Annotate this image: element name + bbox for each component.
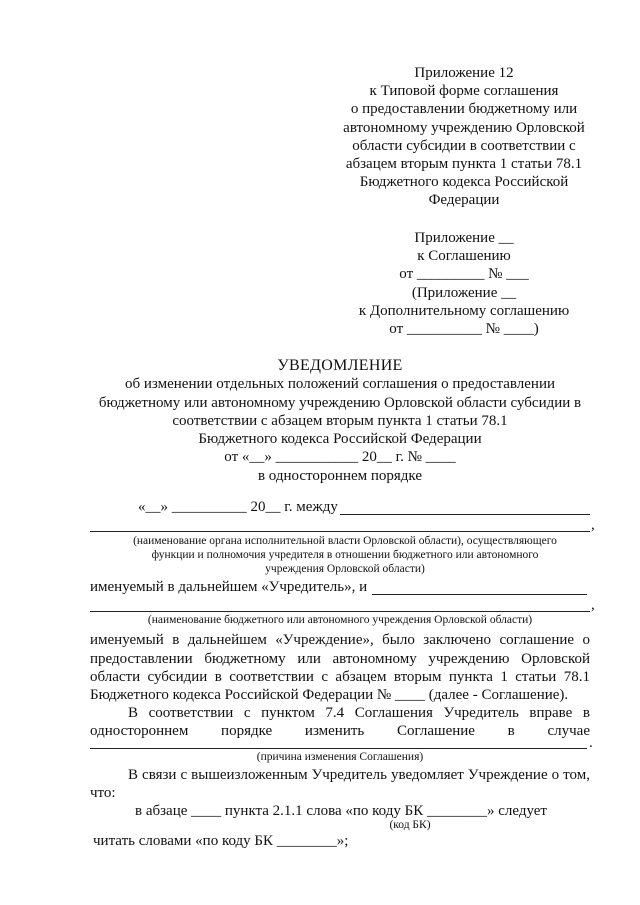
founder-named-line: именуемый в дальнейшем «Учредитель», и	[90, 579, 368, 595]
institution-caption: (наименование бюджетного или автономного учреждения Орловской области)	[147, 614, 533, 626]
agreement-line: предоставлении бюджетному или автономному учреждению Орловской	[90, 651, 590, 667]
founder-name-line	[90, 531, 590, 532]
notice-title-block	[90, 357, 590, 485]
appendix-header	[330, 64, 598, 210]
appendix-line: о предоставлении бюджетному или	[350, 101, 578, 118]
founder-caption	[90, 534, 600, 576]
notice-subtitle-line: соответствии с абзацем вторым пункта 1 статьи 78.1	[172, 412, 508, 429]
read-as-line: читать словами «по коду БК ________»;	[93, 833, 349, 849]
date-between-line	[138, 498, 338, 516]
notice-subtitle-line: Бюджетного кодекса Российской Федерации	[198, 431, 482, 448]
reason-blank-line	[90, 748, 587, 749]
reason-caption: (причина изменения Соглашения)	[256, 751, 424, 763]
comma: ,	[591, 517, 595, 533]
appendix-line: к Дополнительному соглашению	[358, 302, 570, 319]
institution-blank-line	[372, 594, 587, 595]
notice-subtitle-line: об изменении отдельных положений соглашения о предоставлении	[124, 376, 556, 393]
appendix-line: (Приложение __	[411, 284, 517, 301]
date-between-text: «__» __________ 20__ г. между	[138, 499, 338, 515]
agreement-line: области субсидии в соответствии с абзацем вторым пункта 1 статьи 78.1	[90, 669, 590, 685]
caption-line: функции и полномочия учредителя в отношении бюджетного или автономного	[151, 549, 539, 561]
caption-line: учреждения Орловской области)	[265, 563, 425, 575]
change-line: в абзаце ____ пункта 2.1.1 слова «по коду БК ________» следует	[135, 803, 547, 819]
appendix-line: области субсидии в соответствии с	[352, 137, 576, 154]
notify-line: что:	[90, 785, 116, 801]
agreement-appendix-header	[330, 229, 598, 338]
agreement-line: именуемый в дальнейшем «Учреждение», было заключено соглашение о	[90, 632, 590, 648]
notify-line: В связи с вышеизложенным Учредитель уведомляет Учреждение о том,	[128, 767, 590, 783]
appendix-line: от __________ № ____)	[389, 321, 539, 338]
institution-name-line	[90, 611, 590, 612]
appendix-line: Бюджетного кодекса Российской	[359, 174, 569, 191]
notice-subtitle-line: бюджетному или автономному учреждению Орловской области субсидии в	[98, 394, 582, 411]
comma: ,	[591, 597, 595, 613]
agreement-line-last: Бюджетного кодекса Российской Федерации № ____ (далее - Соглашение).	[90, 687, 569, 703]
period: .	[589, 735, 593, 751]
appendix-line: к Соглашению	[417, 248, 511, 265]
appendix-line: от _________ № ___	[399, 266, 529, 283]
appendix-line: Приложение 12	[414, 65, 514, 81]
right-to-change-line: одностороннем порядке изменить Соглашение в случае	[90, 723, 590, 739]
notice-heading: УВЕДОМЛЕНИЕ	[277, 357, 403, 374]
appendix-line: абзацем вторым пункта 1 статьи 78.1	[345, 156, 583, 173]
appendix-line: Федерации	[428, 192, 500, 209]
appendix-line: к Типовой форме соглашения	[369, 83, 559, 100]
notice-date-line: от «__» ___________ 20__ г. № ____	[224, 449, 456, 466]
founder-blank-line	[340, 514, 590, 515]
appendix-line: Приложение __	[414, 230, 514, 246]
bk-code-caption: (код БК)	[389, 819, 431, 831]
right-to-change-line: В соответствии с пунктом 7.4 Соглашения Учредитель вправе в	[128, 705, 590, 721]
appendix-line: автономному учреждению Орловской	[343, 119, 585, 136]
caption-line: (наименование органа исполнительной власти Орловской области), осуществляющего	[133, 535, 557, 547]
notice-order-line: в одностороннем порядке	[257, 467, 423, 484]
